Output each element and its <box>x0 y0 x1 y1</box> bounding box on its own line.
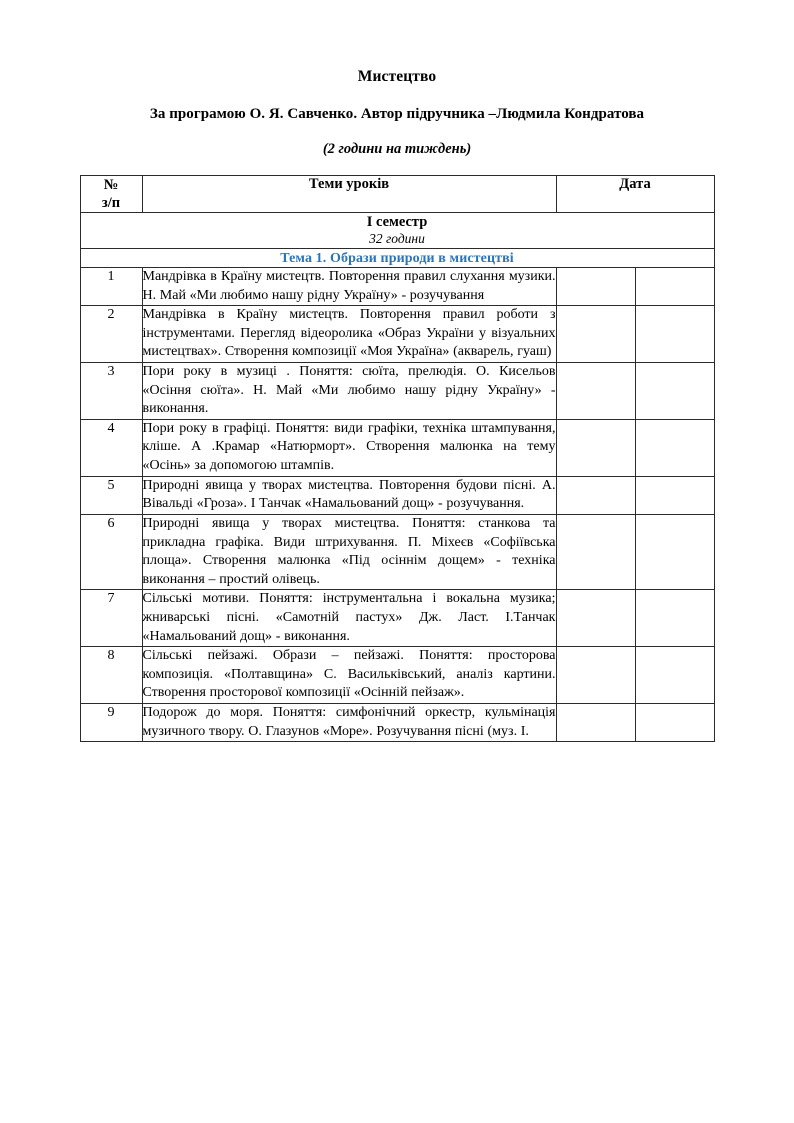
lesson-theme: Природні явища у творах мистецтва. Поняття: станкова та прикладна графіка. Види штрихування. П. Міхеєв «Софіївська площа». Створення малюнка «Під осіннім дощем» - техніка виконання – простий олівець. <box>142 514 556 589</box>
lesson-date-a[interactable] <box>556 590 635 647</box>
lesson-number: 4 <box>80 419 142 476</box>
table-header-row <box>80 175 714 212</box>
column-header-theme: Теми уроків <box>142 175 556 212</box>
topic-heading-text: Тема 1. Образи природи в мистецтві <box>280 250 514 266</box>
table-row <box>80 704 714 742</box>
column-header-number-line1: № <box>103 176 119 193</box>
column-header-number-line2: з/п <box>101 194 121 211</box>
lesson-date-b[interactable] <box>635 647 714 704</box>
table-row <box>80 267 714 305</box>
table-row <box>80 590 714 647</box>
lesson-theme: Природні явища у творах мистецтва. Повторення будови пісні. А. Вівальді «Гроза». І Танчак «Намальований дощ» - розучування. <box>142 476 556 514</box>
semester-hours: 32 години <box>369 231 425 247</box>
table-row <box>80 476 714 514</box>
lesson-date-b[interactable] <box>635 476 714 514</box>
lesson-date-a[interactable] <box>556 647 635 704</box>
lesson-date-a[interactable] <box>556 306 635 363</box>
column-header-date: Дата <box>556 175 714 212</box>
page-title: Мистецтво <box>357 68 437 85</box>
lesson-number: 1 <box>80 267 142 305</box>
lesson-number: 5 <box>80 476 142 514</box>
lesson-date-a[interactable] <box>556 267 635 305</box>
semester-name: I семестр <box>366 213 428 230</box>
document-heading <box>52 68 742 159</box>
lesson-date-a[interactable] <box>556 476 635 514</box>
lesson-date-a[interactable] <box>556 419 635 476</box>
table-header <box>80 175 714 212</box>
lesson-date-b[interactable] <box>635 590 714 647</box>
lesson-theme: Сільські пейзажі. Образи – пейзажі. Поняття: просторова композиція. «Полтавщина» С. Васильківський, аналіз картини. Створення просторової композиції «Осінній пейзаж». <box>142 647 556 704</box>
lesson-date-b[interactable] <box>635 363 714 420</box>
lesson-theme: Сільські мотиви. Поняття: інструментальна і вокальна музика; жниварські пісні. «Самотній пастух» Дж. Ласт. І.Танчак «Намальований дощ» - виконання. <box>142 590 556 647</box>
lesson-theme: Мандрівка в Країну мистецтв. Повторення правил слухання музики. Н. Май «Ми любимо нашу рідну Україну» - розучування <box>142 267 556 305</box>
lesson-number: 6 <box>80 514 142 589</box>
lesson-number: 9 <box>80 704 142 742</box>
table-row <box>80 306 714 363</box>
lesson-theme: Пори року в музиці . Поняття: сюїта, прелюдія. О. Кисельов «Осіння сюїта». Н. Май «Ми любимо нашу рідну Україну» - виконання. <box>142 363 556 420</box>
table-body <box>80 212 714 741</box>
lesson-date-a[interactable] <box>556 514 635 589</box>
topic-heading-cell <box>80 248 714 267</box>
lesson-date-b[interactable] <box>635 419 714 476</box>
table-row <box>80 419 714 476</box>
lesson-date-a[interactable] <box>556 704 635 742</box>
lesson-theme: Мандрівка в Країну мистецтв. Повторення правил роботи з інструментами. Перегляд відеоролика «Образ України у візуальних мистецтвах». Створення композиції «Моя Україна» (акварель, гуаш) <box>142 306 556 363</box>
table-row <box>80 647 714 704</box>
lesson-date-a[interactable] <box>556 363 635 420</box>
lesson-number: 8 <box>80 647 142 704</box>
lesson-number: 7 <box>80 590 142 647</box>
lesson-theme: Пори року в графіці. Поняття: види графіки, техніка штампування, кліше. А .Крамар «Натюрморт». Створення малюнка на тему «Осінь» за допомогою штампів. <box>142 419 556 476</box>
semester-cell <box>80 212 714 248</box>
hours-note: (2 години на тиждень) <box>322 141 472 158</box>
table-row <box>80 514 714 589</box>
table-row <box>80 363 714 420</box>
lesson-date-b[interactable] <box>635 704 714 742</box>
lesson-date-b[interactable] <box>635 267 714 305</box>
topic-heading-row <box>80 248 714 267</box>
semester-row <box>80 212 714 248</box>
lesson-plan-table <box>80 175 715 742</box>
lesson-date-b[interactable] <box>635 306 714 363</box>
lesson-theme: Подорож до моря. Поняття: симфонічний оркестр, кульмінація музичного твору. О. Глазунов «Море». Розучування пісні (муз. І. <box>142 704 556 742</box>
column-header-number <box>80 175 142 212</box>
program-subtitle: За програмою О. Я. Савченко. Автор підручника –Людмила Кондратова <box>149 105 645 122</box>
lesson-date-b[interactable] <box>635 514 714 589</box>
lesson-number: 2 <box>80 306 142 363</box>
lesson-number: 3 <box>80 363 142 420</box>
